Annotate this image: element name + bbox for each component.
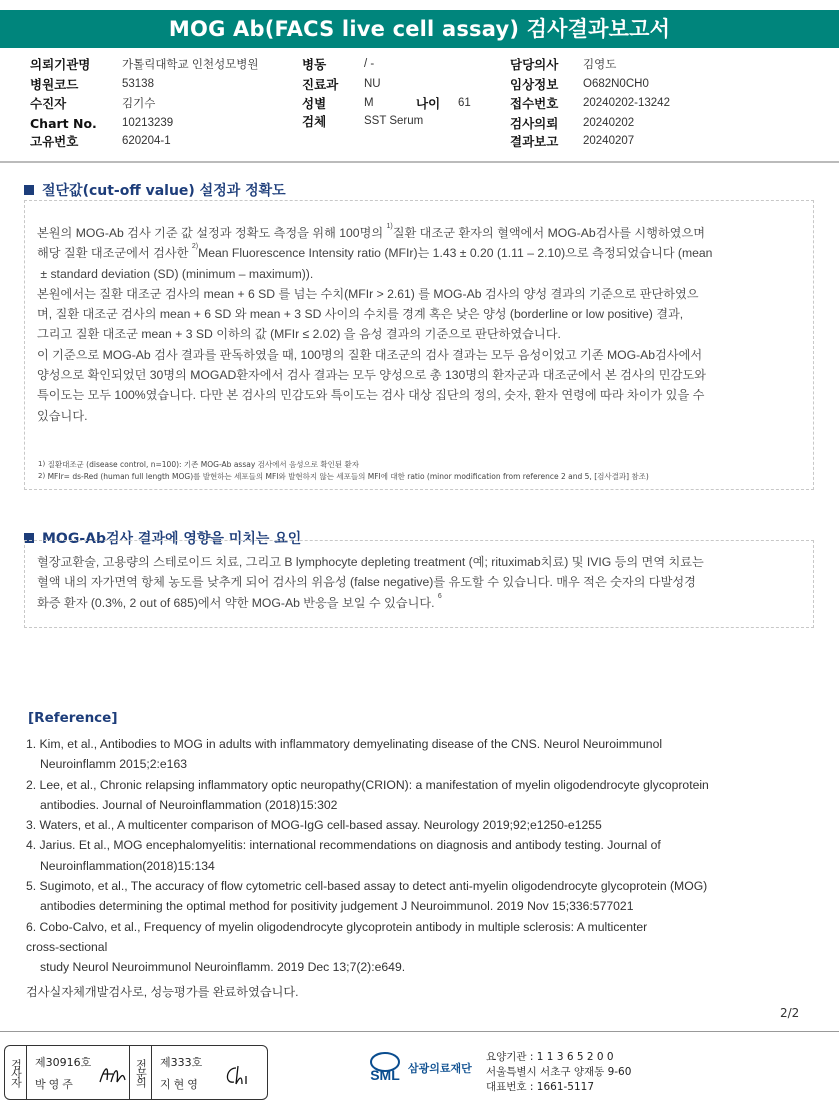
sig-cell-specialist: 제333호 지현영 xyxy=(152,1046,255,1099)
reference-list xyxy=(26,734,806,1002)
footnote-2: $^{2)}$ MFIr= ds-Red (human full length MOG)를 발현하는 세포들의 MFI와 발현하지 않는 세포들의 MFI에 대한 ratio (minor modification from reference 2 and 5, [검사결과] 참조) xyxy=(38,472,649,481)
footnote-1: $^{1)}$ 질환대조군 (disease control, n=100): 기존 MOG-Ab assay 검사에서 음성으로 확인된 환자 xyxy=(38,460,359,469)
header-divider xyxy=(0,161,839,163)
signature-scribble-icon xyxy=(222,1062,252,1088)
age-label: 나이 xyxy=(416,96,441,111)
validation-note: 검사실자체개발검사로, 성능평가를 완료하였습니다. xyxy=(26,984,299,999)
age-value: 61 xyxy=(458,97,471,109)
section2-body: 혈장교환술, 고용량의 스테로이드 치료, 그리고 B lymphocyte depleting treatment (예; rituximab치료) 및 IVIG 등의 면역 치료는 혈액 내의 자가면역 항체 농도를 낮추게 되어 검사의 위음성 (false negative)를 유도할 수 있습니다. 매우 적은 숫자의 다발성경 화증 환자 (0.3%, 2 out of 685)에서 약한 MOG-Ab 반응을 보일 수 있습니다. $^6$ xyxy=(37,555,704,610)
header-field: 결과보고 20240207 xyxy=(510,134,635,149)
signature-box xyxy=(4,1045,268,1100)
header-field: 접수번호 20240202-13242 xyxy=(510,96,670,111)
footer-divider xyxy=(0,1031,839,1032)
reference-item: 5. Sugimoto, et al., The accuracy of flow cytometric cell-based assay to detect anti-myelin oligodendrocyte glycoprotein (MOG) antibodies determining the optimal method for positivity judgement J Neuroimmunol. 2019 Nov 15;336:577021 xyxy=(26,879,708,914)
report-title: MOG Ab(FACS live cell assay) 검사결과보고서 xyxy=(0,10,839,48)
sig-role-specialist: 전문의 xyxy=(130,1046,152,1099)
reference-item: 3. Waters, et al., A multicenter comparison of MOG-IgG cell-based assay. Neurology 2019;92;e1250-e1255 xyxy=(26,818,602,833)
header-field: 검사의뢰 20240202 xyxy=(510,116,635,131)
header-field: 검체 SST Serum xyxy=(302,114,424,129)
signature-scribble-icon xyxy=(97,1062,127,1088)
section2-title: MOG-Ab검사 결과에 영향을 미치는 요인 xyxy=(24,528,301,548)
header-field: Chart No. 10213239 xyxy=(30,115,174,131)
header-field: 고유번호 620204-1 xyxy=(30,134,171,149)
sig-role-tester: 검사자 xyxy=(5,1046,27,1099)
header-field: 병원코드 53138 xyxy=(30,77,154,92)
header-field: 임상정보 O682N0CH0 xyxy=(510,77,649,92)
page-number: 2/2 xyxy=(780,1006,800,1020)
header-field: 담당의사 김영도 xyxy=(510,57,617,72)
reference-title: [Reference] xyxy=(28,710,118,726)
header-field: 수진자 김기수 xyxy=(30,96,156,111)
header-field: 병동 / - xyxy=(302,57,375,72)
header-field: 성별 M 나이 61 xyxy=(302,96,471,111)
institution-info: 요양기관 : 1 1 3 6 5 2 0 0 서울특별시 서초구 양재동 9-60 대표번호 : 1661-5117 xyxy=(486,1051,632,1093)
header-field: 의뢰기관명 가톨릭대학교 인천성모병원 xyxy=(30,57,259,72)
sml-logo: SML 삼광의료재단 xyxy=(366,1050,472,1086)
reference-item: 6. Cobo-Calvo, et al., Frequency of myelin oligodendrocyte glycoprotein antibody in multiple sclerosis: A multicenter cross-sectional study Neurol Neuroimmunol Neuroinflamm. 2019 Dec 13;7(2):e649. xyxy=(26,919,648,975)
section1-body: 본원의 MOG-Ab 검사 기준 값 설정과 정확도 측정을 위해 100명의 $^{1)}$질환 대조군 환자의 혈액에서 MOG-Ab검사를 시행하였으며 해당 질환 대조군에서 검사한 $^{2)}$Mean Fluorescence Intensity ratio (MFIr)는 1.43 ± 0.20 (1.11 – 2.10)으로 측정되었습니다 (mean ± standard deviation (SD) (minimum – maximum)). 본원에서는 질환 대조군 검사의 mean + 6 SD 를 넘는 수치(MFIr > 2.61) 를 MOG-Ab 검사의 양성 결과의 기준으로 판단하였으 며, 질환 대조군 검사의 mean + 6 SD 와 mean + 3 SD 사이의 수치를 경계 혹은 낮은 양성 (borderline or low positive) 결과, 그리고 질환 대조군 mean + 3 SD 이하의 값 (MFIr ≤ 2.02) 을 음성 결과의 기준으로 판단하였습니다. 이 기준으로 MOG-Ab 검사 결과를 판독하였을 때, 100명의 질환 대조군의 검사 결과는 모두 음성이었고 기존 MOG-Ab검사에서 양성으로 확인되었던 30명의 MOGAD환자에서 검사 결과는 모두 양성으로 총 130명의 환자군과 대조군에서 본 검사의 민감도와 특이도는 모두 100%였습니다. 다만 본 검사의 민감도와 특이도는 검사 대상 집단의 정의, 숫자, 환자 연령에 따라 차이가 있을 수 있습니다. xyxy=(37,223,713,423)
bullet-square-icon xyxy=(24,185,34,195)
sml-logo-icon xyxy=(366,1050,404,1086)
sig-cell-tester: 제30916호 박영주 xyxy=(27,1046,130,1099)
reference-item: 1. Kim, et al., Antibodies to MOG in adults with inflammatory demyelinating disease of the CNS. Neurol Neuroimmunol Neuroinflamm 2015;2:e163 xyxy=(26,737,663,772)
header-field: 진료과 NU xyxy=(302,77,381,92)
svg-text:SML: SML xyxy=(370,1067,400,1083)
reference-item: 4. Jarius. Et al., MOG encephalomyelitis: international recommendations on diagnosis and antibody testing. Journal of Neuroinflammation(2018)15:134 xyxy=(26,838,661,873)
section1-title: 절단값(cut-off value) 설정과 정확도 xyxy=(24,180,286,200)
reference-item: 2. Lee, et al., Chronic relapsing inflammatory optic neuropathy(CRION): a manifestation of myelin oligodendrocyte glycoprotein antibodies. Journal of Neuroinflammation (2018)15:302 xyxy=(26,777,709,812)
